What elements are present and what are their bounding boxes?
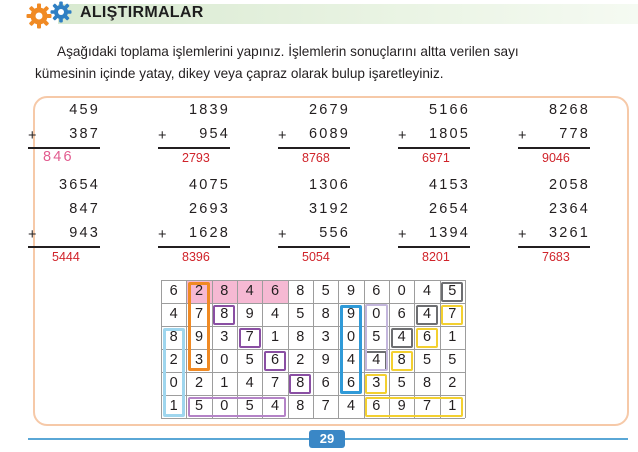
- addition-problem: [518, 102, 590, 180]
- grid-cell[interactable]: 2: [296, 352, 305, 368]
- grid-cell[interactable]: 4: [346, 398, 356, 414]
- grid-cell[interactable]: 0: [220, 398, 229, 414]
- grid-cell[interactable]: 2: [448, 375, 457, 391]
- grid-cell[interactable]: 8: [296, 329, 305, 345]
- grid-cell[interactable]: 8: [296, 398, 305, 414]
- grid-cell[interactable]: 6: [372, 398, 381, 414]
- grid-cell[interactable]: 4: [245, 283, 254, 299]
- sum-line: [398, 246, 470, 248]
- grid-cell[interactable]: 6: [422, 329, 432, 345]
- plus-sign: +: [28, 227, 37, 243]
- instruction-line-1: Aşağıdaki toplama işlemlerini yapınız. İşlemlerin sonuçlarını altta verilen sayı: [57, 44, 519, 59]
- grid-cell[interactable]: 3: [372, 375, 381, 391]
- handwritten-result: 2793: [182, 151, 210, 165]
- sum-line: [398, 147, 470, 149]
- grid-cell[interactable]: 0: [397, 283, 406, 299]
- grid-cell[interactable]: 3: [321, 329, 330, 345]
- sum-line: [158, 246, 230, 248]
- plus-sign: +: [28, 128, 37, 144]
- grid-cell[interactable]: 9: [321, 352, 330, 368]
- addend: 5166: [428, 102, 470, 118]
- addition-problem: [158, 102, 230, 180]
- answer-frame: [264, 351, 286, 371]
- grid-cell[interactable]: 7: [245, 329, 254, 345]
- addend: 6089: [308, 126, 350, 142]
- handwritten-result: 8768: [302, 151, 330, 165]
- handwritten-result: 6971: [422, 151, 450, 165]
- addend: 3192: [308, 201, 350, 217]
- addend: 954: [199, 126, 230, 142]
- grid-cell[interactable]: 4: [270, 398, 280, 414]
- grid-cell[interactable]: 7: [270, 375, 280, 391]
- grid-cell[interactable]: 8: [169, 329, 178, 345]
- addend: 2693: [188, 201, 230, 217]
- sum-line: [28, 246, 100, 248]
- plus-sign: +: [158, 128, 167, 144]
- answer-frame: [213, 305, 235, 325]
- addend: 4075: [188, 177, 230, 193]
- grid-cell[interactable]: 6: [372, 283, 381, 299]
- page-number: 29: [309, 430, 345, 448]
- grid-cell[interactable]: 6: [169, 283, 178, 299]
- grid-cell[interactable]: 8: [220, 283, 229, 299]
- addend: 459: [69, 102, 100, 118]
- grid-cell[interactable]: 7: [448, 306, 457, 322]
- grid-cell[interactable]: 8: [422, 375, 432, 391]
- answer-frame: [416, 305, 438, 325]
- grid-cell[interactable]: 4: [346, 352, 356, 368]
- section-title: ALIŞTIRMALAR: [80, 4, 204, 21]
- grid-cell[interactable]: 8: [321, 306, 330, 322]
- grid-cell[interactable]: 2: [194, 283, 204, 299]
- grid-cell[interactable]: 5: [448, 352, 457, 368]
- grid-cell[interactable]: 3: [194, 352, 204, 368]
- grid-cell[interactable]: 1: [169, 398, 178, 414]
- answer-frame: [365, 397, 463, 417]
- addend: 778: [559, 126, 590, 142]
- addition-problem: [398, 102, 470, 180]
- plus-sign: +: [398, 227, 407, 243]
- grid-cell[interactable]: 9: [194, 329, 204, 345]
- addend: 387: [69, 126, 100, 142]
- plus-sign: +: [158, 227, 167, 243]
- grid-cell[interactable]: 5: [296, 306, 305, 322]
- grid-cell[interactable]: 6: [270, 283, 280, 299]
- grid-cell[interactable]: 5: [448, 283, 457, 299]
- sum-line: [158, 147, 230, 149]
- grid-cell[interactable]: 8: [220, 306, 229, 322]
- grid-cell[interactable]: 2: [194, 375, 204, 391]
- grid-line: [465, 280, 466, 418]
- grid-cell[interactable]: 9: [346, 306, 356, 322]
- answer-frame: [441, 305, 463, 325]
- answer-frame: [340, 305, 362, 394]
- orange-gear-icon: [26, 3, 52, 29]
- grid-cell[interactable]: 4: [245, 375, 254, 391]
- answer-frame: [391, 328, 413, 348]
- handwritten-result: 5054: [302, 250, 330, 264]
- grid-cell[interactable]: 7: [321, 398, 330, 414]
- answer-frame: [188, 282, 210, 371]
- grid-cell[interactable]: 9: [245, 306, 254, 322]
- addition-problem: [278, 177, 350, 279]
- addition-problem: [518, 177, 590, 279]
- addend: 1628: [188, 225, 230, 241]
- answer-frame: [391, 351, 413, 371]
- grid-cell[interactable]: 9: [397, 398, 406, 414]
- grid-cell[interactable]: 5: [245, 352, 254, 368]
- sum-line: [518, 147, 590, 149]
- addend: 4153: [428, 177, 470, 193]
- addend: 556: [319, 225, 350, 241]
- grid-cell[interactable]: 8: [296, 283, 305, 299]
- grid-cell[interactable]: 4: [422, 306, 432, 322]
- blue-gear-icon: [50, 1, 72, 23]
- grid-cell[interactable]: 8: [296, 375, 305, 391]
- answer-band: [365, 304, 388, 371]
- answer-frame: [416, 328, 438, 348]
- addition-problem: [28, 177, 100, 279]
- plus-sign: +: [278, 227, 287, 243]
- grid-cell[interactable]: 2: [169, 352, 178, 368]
- section-header: [0, 0, 638, 28]
- grid-cell[interactable]: 6: [346, 375, 356, 391]
- grid-cell[interactable]: 6: [397, 306, 406, 322]
- addend: 1839: [188, 102, 230, 118]
- addend: 943: [69, 225, 100, 241]
- sum-line: [278, 246, 350, 248]
- addend: 8268: [548, 102, 590, 118]
- grid-cell[interactable]: 4: [422, 283, 432, 299]
- handwritten-result: 7683: [542, 250, 570, 264]
- grid-cell[interactable]: 8: [397, 352, 406, 368]
- sum-line: [518, 246, 590, 248]
- grid-cell[interactable]: 5: [397, 375, 406, 391]
- grid-cell[interactable]: 7: [194, 306, 204, 322]
- addend: 1805: [428, 126, 470, 142]
- handwritten-result: 9046: [542, 151, 570, 165]
- addend: 1306: [308, 177, 350, 193]
- grid-cell[interactable]: 7: [422, 398, 432, 414]
- grid-cell[interactable]: 0: [372, 306, 381, 322]
- answer-frame: [365, 374, 387, 394]
- sum-line: [278, 147, 350, 149]
- grid-cell[interactable]: 9: [346, 283, 356, 299]
- instruction-line-2: kümesinin içinde yatay, dikey veya çapraz olarak bulup işaretleyiniz.: [35, 66, 444, 81]
- instructions: [35, 41, 635, 85]
- handwritten-result: 5444: [52, 250, 80, 264]
- answer-frame: [239, 328, 261, 348]
- answer-frame: [188, 397, 286, 417]
- grid-cell[interactable]: 6: [270, 352, 280, 368]
- grid-cell[interactable]: 6: [321, 375, 330, 391]
- addition-problem: [28, 102, 100, 180]
- number-grid: [161, 280, 465, 418]
- addend: 2364: [548, 201, 590, 217]
- plus-sign: +: [278, 128, 287, 144]
- addition-problem: [278, 102, 350, 180]
- grid-cell[interactable]: 3: [220, 329, 229, 345]
- addition-problem: [398, 177, 470, 279]
- plus-sign: +: [518, 128, 527, 144]
- addend: 847: [69, 201, 100, 217]
- handwritten-result: 8201: [422, 250, 450, 264]
- answer-frame: [289, 374, 311, 394]
- grid-cell[interactable]: 4: [372, 352, 381, 368]
- addend: 1394: [428, 225, 470, 241]
- grid-cell[interactable]: 5: [245, 398, 254, 414]
- grid-cell[interactable]: 5: [422, 352, 432, 368]
- plus-sign: +: [518, 227, 527, 243]
- addend: 3654: [58, 177, 100, 193]
- plus-sign: +: [398, 128, 407, 144]
- answer-frame: [163, 328, 185, 417]
- grid-cell[interactable]: 4: [270, 306, 280, 322]
- grid-cell[interactable]: 4: [397, 329, 406, 345]
- grid-cell[interactable]: 0: [220, 352, 229, 368]
- handwritten-result: 8396: [182, 250, 210, 264]
- grid-cell[interactable]: 5: [321, 283, 330, 299]
- grid-cell[interactable]: 1: [220, 375, 229, 391]
- grid-line: [161, 418, 465, 419]
- grid-cell[interactable]: 5: [372, 329, 381, 345]
- grid-cell[interactable]: 1: [448, 329, 457, 345]
- grid-cell[interactable]: 0: [346, 329, 356, 345]
- grid-cell[interactable]: 1: [270, 329, 280, 345]
- addend: 3261: [548, 225, 590, 241]
- addend: 2654: [428, 201, 470, 217]
- grid-cell[interactable]: 5: [194, 398, 204, 414]
- grid-cell[interactable]: 0: [169, 375, 178, 391]
- grid-cell[interactable]: 1: [448, 398, 457, 414]
- addend: 2058: [548, 177, 590, 193]
- handwritten-result: 846: [43, 149, 74, 165]
- addend: 2679: [308, 102, 350, 118]
- grid-cell[interactable]: 4: [169, 306, 178, 322]
- answer-frame: [441, 282, 463, 302]
- addition-problem: [158, 177, 230, 279]
